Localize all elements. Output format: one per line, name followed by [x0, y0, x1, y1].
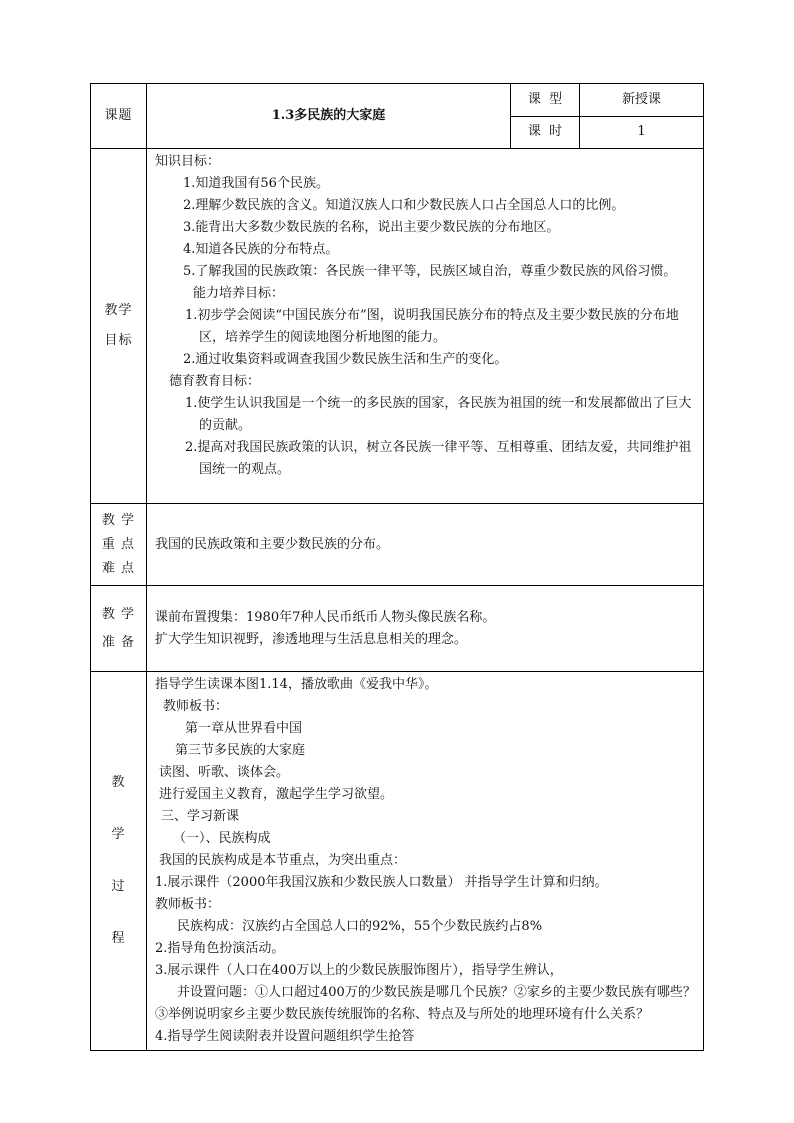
- process-line: 教师板书：: [155, 897, 221, 912]
- key-points-label-line-3: 难 点: [101, 560, 136, 576]
- topic-title: 1.3多民族的大家庭: [147, 84, 511, 149]
- objectives-label-line-1: 教学: [104, 303, 133, 318]
- knowledge-item: 2.理解少数民族的含义。知道汉族人口和少数民族人口占全国总人口的比例。: [183, 198, 625, 213]
- preparation-label-line-2: 准 备: [101, 634, 136, 650]
- process-label-line-4: 程: [111, 931, 126, 946]
- preparation-content: [147, 586, 704, 672]
- topic-label: 课题: [91, 84, 147, 149]
- preparation-label: [91, 586, 147, 672]
- knowledge-heading: 知识目标：: [155, 154, 221, 169]
- ability-item: 1.初步学会阅读“中国民族分布”图，说明我国民族分布的特点及主要少数民族的分布地区，培养学生的阅读地图分析地图的能力。: [185, 308, 679, 345]
- process-label-line-2: 学: [111, 827, 126, 842]
- type-value: 新授课: [580, 84, 704, 117]
- moral-item: 1.使学生认识我国是一个统一的多民族的国家，各民族为祖国的统一和发展都做出了巨大的贡献。: [185, 396, 692, 433]
- process-label: [91, 672, 147, 1051]
- type-label: 课 型: [511, 84, 580, 117]
- lesson-plan-table: [90, 83, 704, 1051]
- objectives-content: [147, 149, 704, 504]
- process-content: [147, 672, 704, 1051]
- ability-item: 2.通过收集资料或调查我国少数民族生活和生产的变化。: [183, 352, 508, 367]
- key-points-label-line-2: 重 点: [101, 536, 136, 552]
- preparation-row: [91, 586, 704, 672]
- process-label-line-3: 过: [111, 879, 126, 894]
- process-line: 2.指导角色扮演活动。: [155, 941, 285, 956]
- moral-heading: 德育教育目标：: [169, 374, 261, 389]
- process-line: 教师板书：: [163, 699, 229, 714]
- process-line: 指导学生读课本图1.14，播放歌曲《爱我中华》。: [155, 677, 438, 692]
- hours-value: 1: [580, 116, 704, 149]
- knowledge-item: 1.知道我国有56个民族。: [183, 176, 329, 191]
- process-line: 我国的民族构成是本节重点，为突出重点：: [159, 853, 407, 868]
- process-row: [91, 672, 704, 1051]
- process-line: 第三节多民族的大家庭: [175, 743, 306, 758]
- key-points-label: [91, 504, 147, 586]
- objectives-label: [91, 149, 147, 504]
- preparation-line: 课前布置搜集：1980年7种人民币纸币人物头像民族名称。: [155, 609, 496, 625]
- objectives-row: [91, 149, 704, 504]
- key-points-label-line-1: 教 学: [101, 512, 136, 528]
- key-points-row: [91, 504, 704, 586]
- process-line: 3.展示课件（人口在400万以上的少数民族服饰图片），指导学生辨认，: [155, 963, 563, 978]
- objectives-label-line-2: 目标: [104, 333, 133, 348]
- preparation-line: 扩大学生知识视野，渗透地理与生活息息相关的理念。: [155, 631, 468, 647]
- moral-item: 2.提高对我国民族政策的认识，树立各民族一律平等、互相尊重、团结友爱，共同维护祖国统一的观点。: [185, 440, 692, 477]
- process-line: 并设置问题：①人口超过400万的少数民族是哪几个民族？②家乡的主要少数民族有哪些？③举例说明家乡主要少数民族传统服饰的名称、特点及与所处的地理环境有什么关系？: [155, 985, 696, 1022]
- process-line: 民族构成：汉族约占全国总人口的92%，55个少数民族约占8%: [177, 919, 543, 934]
- process-line: 三、学习新课: [161, 809, 240, 824]
- process-label-line-1: 教: [111, 775, 126, 790]
- process-line: （一）、民族构成: [173, 831, 271, 846]
- hours-label: 课 时: [511, 116, 580, 149]
- knowledge-item: 4.知道各民族的分布特点。: [183, 242, 339, 257]
- process-line: 4.指导学生阅读附表并设置问题组织学生抢答: [155, 1029, 415, 1044]
- knowledge-item: 3.能背出大多数少数民族的名称，说出主要少数民族的分布地区。: [183, 220, 560, 235]
- lesson-plan-page: [90, 83, 703, 1051]
- ability-heading: 能力培养目标：: [193, 286, 285, 301]
- knowledge-item: 5.了解我国的民族政策：各民族一律平等，民族区域自治，尊重少数民族的风俗习惯。: [183, 264, 677, 279]
- header-row-type: [91, 84, 704, 117]
- process-line: 进行爱国主义教育，激起学生学习欲望。: [159, 787, 394, 802]
- process-line: 1.展示课件（2000年我国汉族和少数民族人口数量） 并指导学生计算和归纳。: [155, 875, 608, 890]
- process-line: 读图、听歌、谈体会。: [159, 765, 290, 780]
- key-points-content: 我国的民族政策和主要少数民族的分布。: [147, 504, 704, 586]
- process-line: 第一章从世界看中国: [185, 721, 303, 736]
- preparation-label-line-1: 教 学: [101, 606, 136, 622]
